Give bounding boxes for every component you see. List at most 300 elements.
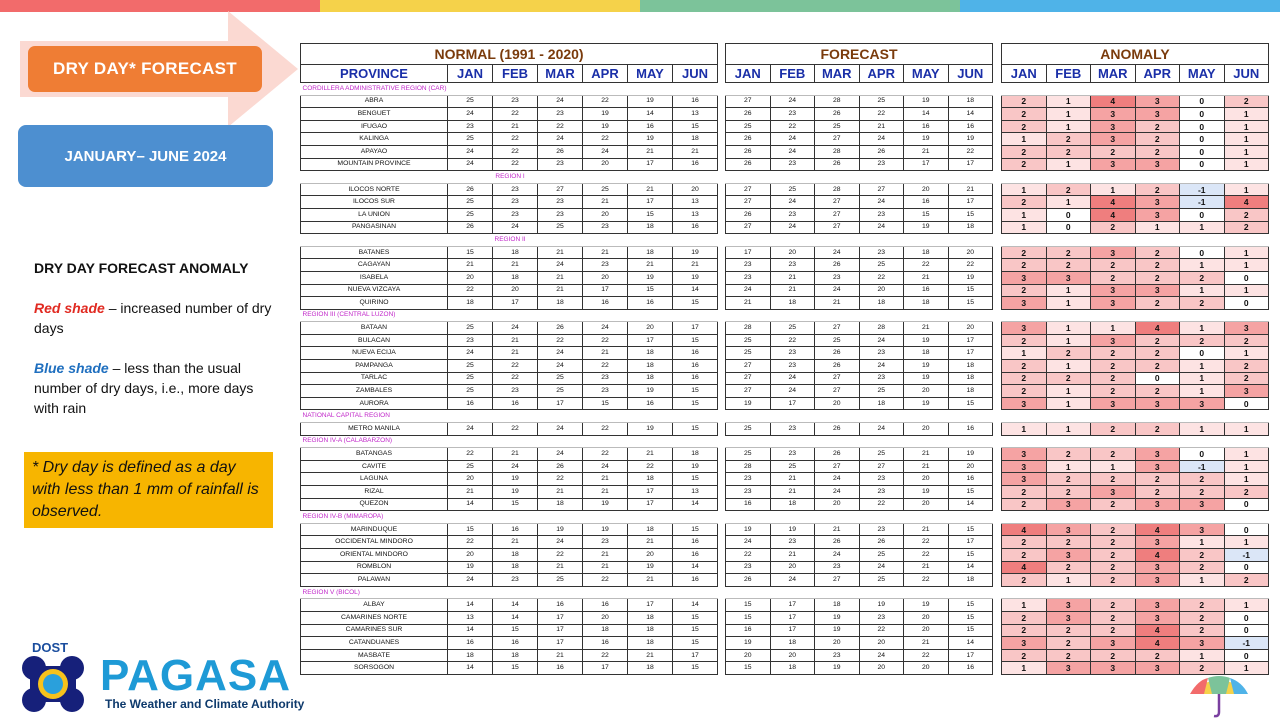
- normal-value: 22: [583, 423, 628, 436]
- month-header: MAR: [815, 65, 860, 83]
- province-row: [301, 183, 718, 196]
- region-row: [301, 435, 718, 448]
- legend-blue: [34, 358, 274, 418]
- forecast-value: 26: [815, 448, 860, 461]
- legend-red-text: – increased number of dry days: [34, 300, 272, 336]
- normal-value: 16: [673, 221, 718, 234]
- province-row: [1002, 108, 1269, 121]
- normal-value: 17: [628, 498, 673, 511]
- anomaly-value: 0: [1224, 271, 1269, 284]
- normal-value: 24: [448, 574, 493, 587]
- anomaly-value: 1: [1046, 574, 1091, 587]
- anomaly-value: 3: [1091, 397, 1136, 410]
- province-row: [301, 649, 718, 662]
- anomaly-value: 4: [1135, 624, 1180, 637]
- month-header-row: [726, 65, 993, 83]
- forecast-title: FORECAST: [726, 44, 993, 65]
- forecast-value: 15: [726, 662, 771, 675]
- anomaly-value: 1: [1224, 423, 1269, 436]
- normal-value: 24: [448, 423, 493, 436]
- normal-value: 14: [448, 624, 493, 637]
- province-row: [301, 322, 718, 335]
- normal-value: 17: [538, 637, 583, 650]
- forecast-value: 18: [770, 637, 815, 650]
- forecast-value: 22: [904, 649, 949, 662]
- anomaly-value: 2: [1135, 259, 1180, 272]
- anomaly-value: 2: [1002, 120, 1047, 133]
- anomaly-value: 4: [1091, 208, 1136, 221]
- region-spacer: [726, 435, 993, 448]
- province-name: LAGUNA: [301, 473, 448, 486]
- forecast-value: 27: [726, 95, 771, 108]
- anomaly-value: 1: [1046, 120, 1091, 133]
- normal-value: 23: [583, 221, 628, 234]
- normal-value: 17: [673, 649, 718, 662]
- anomaly-value: 3: [1046, 548, 1091, 561]
- month-header: MAR: [538, 65, 583, 83]
- anomaly-value: 1: [1224, 158, 1269, 171]
- province-row: [1002, 486, 1269, 499]
- anomaly-value: 1: [1224, 662, 1269, 675]
- normal-value: 20: [673, 183, 718, 196]
- anomaly-value: 2: [1002, 536, 1047, 549]
- province-name: CAMARINES NORTE: [301, 611, 448, 624]
- province-row: [726, 574, 993, 587]
- province-row: [301, 372, 718, 385]
- anomaly-value: 1: [1224, 599, 1269, 612]
- forecast-value: 20: [904, 624, 949, 637]
- month-header: MAR: [1091, 65, 1136, 83]
- forecast-value: 23: [859, 246, 904, 259]
- normal-value: 22: [493, 372, 538, 385]
- province-row: [301, 548, 718, 561]
- forecast-value: 19: [904, 133, 949, 146]
- region-row: [301, 83, 718, 96]
- normal-value: 25: [448, 322, 493, 335]
- province-row: [726, 271, 993, 284]
- anomaly-value: 1: [1224, 347, 1269, 360]
- anomaly-value: 3: [1091, 486, 1136, 499]
- province-row: [726, 284, 993, 297]
- normal-value: 14: [448, 662, 493, 675]
- forecast-value: 23: [859, 372, 904, 385]
- forecast-value: 27: [726, 360, 771, 373]
- normal-value: 24: [538, 536, 583, 549]
- anomaly-value: 2: [1135, 385, 1180, 398]
- normal-value: 23: [583, 372, 628, 385]
- anomaly-value: 3: [1091, 637, 1136, 650]
- anomaly-value: 2: [1180, 624, 1225, 637]
- forecast-value: 15: [948, 397, 993, 410]
- forecast-value: 23: [859, 347, 904, 360]
- forecast-value: 15: [948, 611, 993, 624]
- province-row: [301, 208, 718, 221]
- forecast-value: 25: [726, 334, 771, 347]
- anomaly-value: 1: [1224, 145, 1269, 158]
- anomaly-value: 3: [1002, 297, 1047, 310]
- forecast-value: 22: [904, 574, 949, 587]
- forecast-value: 19: [948, 133, 993, 146]
- normal-value: 24: [493, 221, 538, 234]
- forecast-value: 27: [815, 574, 860, 587]
- province-row: [1002, 423, 1269, 436]
- forecast-value: 21: [770, 271, 815, 284]
- forecast-value: 19: [904, 397, 949, 410]
- anomaly-value: 1: [1046, 158, 1091, 171]
- province-row: [726, 372, 993, 385]
- province-row: [1002, 221, 1269, 234]
- anomaly-value: 1: [1224, 108, 1269, 121]
- month-header-row: [1002, 65, 1269, 83]
- anomaly-value: 1: [1046, 95, 1091, 108]
- normal-value: 14: [628, 108, 673, 121]
- forecast-value: 24: [859, 423, 904, 436]
- normal-value: 21: [583, 246, 628, 259]
- province-row: [301, 662, 718, 675]
- anomaly-value: 1: [1135, 221, 1180, 234]
- province-row: [301, 611, 718, 624]
- anomaly-value: 0: [1180, 133, 1225, 146]
- normal-value: 15: [673, 662, 718, 675]
- province-row: [301, 158, 718, 171]
- province-row: [1002, 574, 1269, 587]
- normal-value: 16: [673, 158, 718, 171]
- province-row: [1002, 133, 1269, 146]
- normal-value: 25: [448, 372, 493, 385]
- province-row: [301, 95, 718, 108]
- province-row: [301, 561, 718, 574]
- forecast-value: 20: [904, 183, 949, 196]
- region-name: REGION V (BICOL): [301, 586, 718, 599]
- month-header: FEB: [770, 65, 815, 83]
- forecast-value: 24: [726, 284, 771, 297]
- anomaly-value: 3: [1135, 561, 1180, 574]
- province-row: [301, 120, 718, 133]
- anomaly-value: 1: [1046, 423, 1091, 436]
- legend-blue-text: – less than the usual number of dry days, i.e., more days with rain: [34, 360, 254, 416]
- forecast-value: 24: [815, 548, 860, 561]
- province-row: [1002, 284, 1269, 297]
- normal-value: 22: [583, 360, 628, 373]
- normal-value: 26: [448, 221, 493, 234]
- normal-value: 15: [673, 423, 718, 436]
- anomaly-value: 3: [1135, 662, 1180, 675]
- anomaly-value: 2: [1224, 372, 1269, 385]
- province-name: PANGASINAN: [301, 221, 448, 234]
- normal-value: 19: [673, 460, 718, 473]
- forecast-value: 19: [904, 372, 949, 385]
- anomaly-value: 2: [1046, 145, 1091, 158]
- forecast-value: 21: [948, 183, 993, 196]
- normal-value: 15: [673, 397, 718, 410]
- normal-value: 19: [493, 486, 538, 499]
- forecast-value: 24: [770, 145, 815, 158]
- province-row: [301, 271, 718, 284]
- normal-value: 18: [628, 637, 673, 650]
- anomaly-value: 2: [1002, 196, 1047, 209]
- province-name: ROMBLON: [301, 561, 448, 574]
- province-row: [726, 460, 993, 473]
- normal-value: 17: [538, 624, 583, 637]
- forecast-value: 26: [726, 145, 771, 158]
- forecast-value: 18: [948, 95, 993, 108]
- forecast-value: 15: [948, 624, 993, 637]
- region-row: [301, 171, 718, 184]
- province-row: [1002, 158, 1269, 171]
- normal-value: 14: [673, 599, 718, 612]
- province-row: [301, 624, 718, 637]
- normal-value: 16: [448, 397, 493, 410]
- province-name: PAMPANGA: [301, 360, 448, 373]
- forecast-value: 14: [904, 108, 949, 121]
- forecast-value: 25: [859, 95, 904, 108]
- forecast-value: 28: [726, 322, 771, 335]
- region-row: [1002, 309, 1269, 322]
- anomaly-value: 4: [1135, 637, 1180, 650]
- anomaly-value: 2: [1002, 360, 1047, 373]
- province-name: ZAMBALES: [301, 385, 448, 398]
- province-row: [1002, 536, 1269, 549]
- normal-value: 13: [673, 208, 718, 221]
- anomaly-value: 3: [1135, 536, 1180, 549]
- normal-value: 16: [583, 637, 628, 650]
- normal-value: 18: [448, 297, 493, 310]
- region-spacer: [1002, 234, 1269, 247]
- forecast-value: 21: [815, 523, 860, 536]
- forecast-value: 23: [815, 561, 860, 574]
- anomaly-value: 3: [1046, 498, 1091, 511]
- anomaly-title: ANOMALY: [1002, 44, 1269, 65]
- province-name: BULACAN: [301, 334, 448, 347]
- anomaly-value: 2: [1135, 246, 1180, 259]
- forecast-value: 14: [948, 108, 993, 121]
- forecast-value: 24: [859, 221, 904, 234]
- province-row: [301, 347, 718, 360]
- province-row: [726, 548, 993, 561]
- normal-value: 20: [448, 271, 493, 284]
- normal-value: 22: [583, 649, 628, 662]
- province-name: CAMARINES SUR: [301, 624, 448, 637]
- forecast-value: 17: [948, 158, 993, 171]
- month-header: JUN: [673, 65, 718, 83]
- anomaly-value: 2: [1091, 259, 1136, 272]
- month-header: JAN: [448, 65, 493, 83]
- anomaly-value: 2: [1002, 145, 1047, 158]
- anomaly-value: 1: [1091, 322, 1136, 335]
- province-row: [726, 423, 993, 436]
- forecast-value: 18: [770, 498, 815, 511]
- normal-value: 22: [583, 334, 628, 347]
- normal-value: 22: [448, 536, 493, 549]
- province-row: [1002, 624, 1269, 637]
- anomaly-value: 3: [1091, 108, 1136, 121]
- normal-value: 18: [673, 133, 718, 146]
- anomaly-value: 2: [1091, 624, 1136, 637]
- forecast-value: 26: [859, 145, 904, 158]
- anomaly-value: 2: [1091, 574, 1136, 587]
- anomaly-value: 1: [1224, 284, 1269, 297]
- anomaly-value: 1: [1046, 460, 1091, 473]
- province-header: PROVINCE: [301, 65, 448, 83]
- anomaly-value: 0: [1046, 208, 1091, 221]
- anomaly-value: 3: [1180, 523, 1225, 536]
- anomaly-value: 0: [1224, 611, 1269, 624]
- anomaly-value: 3: [1180, 637, 1225, 650]
- anomaly-value: 2: [1046, 561, 1091, 574]
- normal-value: 18: [628, 246, 673, 259]
- province-row: [726, 347, 993, 360]
- forecast-value: 24: [859, 360, 904, 373]
- normal-value: 16: [628, 397, 673, 410]
- anomaly-value: 2: [1002, 574, 1047, 587]
- anomaly-value: 1: [1046, 397, 1091, 410]
- forecast-value: 17: [770, 611, 815, 624]
- anomaly-value: 0: [1180, 158, 1225, 171]
- region-name: REGION IV-B (MIMAROPA): [301, 511, 718, 524]
- forecast-value: 19: [859, 599, 904, 612]
- forecast-value: 25: [726, 448, 771, 461]
- anomaly-value: 0: [1180, 246, 1225, 259]
- anomaly-value: 2: [1091, 372, 1136, 385]
- normal-value: 20: [448, 473, 493, 486]
- forecast-value: 22: [859, 271, 904, 284]
- anomaly-value: 2: [1091, 271, 1136, 284]
- region-spacer: [1002, 309, 1269, 322]
- forecast-value: 22: [859, 624, 904, 637]
- forecast-value: 19: [948, 271, 993, 284]
- forecast-value: 25: [815, 334, 860, 347]
- forecast-value: 26: [726, 574, 771, 587]
- forecast-value: 25: [726, 120, 771, 133]
- normal-value: 18: [628, 473, 673, 486]
- anomaly-value: 1: [1091, 460, 1136, 473]
- region-name: REGION III (CENTRAL LUZON): [301, 309, 718, 322]
- anomaly-value: 1: [1224, 259, 1269, 272]
- region-row: [1002, 435, 1269, 448]
- forecast-value: 14: [948, 498, 993, 511]
- province-name: RIZAL: [301, 486, 448, 499]
- normal-value: 16: [673, 347, 718, 360]
- forecast-value: 22: [948, 145, 993, 158]
- region-row: [301, 586, 718, 599]
- forecast-value: 27: [859, 183, 904, 196]
- anomaly-value: 0: [1180, 347, 1225, 360]
- anomaly-value: 2: [1135, 473, 1180, 486]
- normal-value: 19: [628, 385, 673, 398]
- normal-value: 23: [448, 120, 493, 133]
- province-row: [726, 611, 993, 624]
- forecast-value: 20: [904, 498, 949, 511]
- anomaly-value: 1: [1046, 297, 1091, 310]
- region-name: REGION IV-A (CALABARZON): [301, 435, 718, 448]
- normal-value: 15: [673, 385, 718, 398]
- province-name: PALAWAN: [301, 574, 448, 587]
- anomaly-value: 2: [1002, 385, 1047, 398]
- province-name: BATANES: [301, 246, 448, 259]
- normal-value: 21: [583, 561, 628, 574]
- forecast-value: 18: [948, 574, 993, 587]
- province-row: [1002, 196, 1269, 209]
- region-row: [1002, 171, 1269, 184]
- normal-value: 20: [583, 271, 628, 284]
- normal-value: 19: [628, 423, 673, 436]
- normal-value: 18: [628, 360, 673, 373]
- forecast-table: [725, 43, 993, 675]
- anomaly-value: 2: [1002, 334, 1047, 347]
- province-row: [726, 397, 993, 410]
- forecast-value: 16: [904, 284, 949, 297]
- region-spacer: [726, 234, 993, 247]
- normal-value: 24: [448, 145, 493, 158]
- anomaly-value: 0: [1224, 297, 1269, 310]
- normal-value: 21: [493, 120, 538, 133]
- forecast-value: 25: [770, 183, 815, 196]
- province-row: [1002, 523, 1269, 536]
- normal-value: 21: [628, 259, 673, 272]
- forecast-value: 20: [904, 473, 949, 486]
- anomaly-value: 2: [1002, 284, 1047, 297]
- province-row: [1002, 145, 1269, 158]
- anomaly-value: 2: [1046, 624, 1091, 637]
- forecast-value: 18: [904, 297, 949, 310]
- province-row: [301, 108, 718, 121]
- normal-value: 21: [583, 486, 628, 499]
- forecast-value: 20: [859, 284, 904, 297]
- forecast-value: 27: [859, 460, 904, 473]
- province-row: [726, 322, 993, 335]
- region-spacer: [1002, 171, 1269, 184]
- forecast-value: 24: [859, 561, 904, 574]
- province-name: METRO MANILA: [301, 423, 448, 436]
- normal-value: 17: [538, 397, 583, 410]
- province-row: [726, 536, 993, 549]
- anomaly-value: 1: [1180, 372, 1225, 385]
- normal-value: 18: [493, 649, 538, 662]
- anomaly-value: 2: [1091, 423, 1136, 436]
- forecast-value: 19: [726, 523, 771, 536]
- anomaly-value: 1: [1002, 221, 1047, 234]
- anomaly-value: 3: [1046, 523, 1091, 536]
- month-header: JAN: [1002, 65, 1047, 83]
- normal-value: 18: [628, 372, 673, 385]
- forecast-value: 19: [904, 486, 949, 499]
- region-name: REGION II: [301, 234, 718, 247]
- forecast-value: 25: [859, 548, 904, 561]
- legend-blue-label: Blue shade: [34, 360, 109, 376]
- normal-value: 23: [493, 208, 538, 221]
- province-name: SORSOGON: [301, 662, 448, 675]
- normal-value: 21: [673, 145, 718, 158]
- forecast-value: 28: [815, 145, 860, 158]
- normal-value: 19: [448, 561, 493, 574]
- normal-value: 15: [673, 637, 718, 650]
- province-row: [1002, 448, 1269, 461]
- forecast-value: 24: [770, 372, 815, 385]
- region-spacer: [726, 586, 993, 599]
- normal-value: 22: [538, 548, 583, 561]
- normal-value: 16: [673, 548, 718, 561]
- forecast-value: 16: [948, 662, 993, 675]
- anomaly-value: 0: [1224, 561, 1269, 574]
- forecast-value: 15: [726, 599, 771, 612]
- normal-value: 23: [538, 158, 583, 171]
- normal-value: 15: [673, 523, 718, 536]
- region-row: [726, 586, 993, 599]
- anomaly-value: 4: [1224, 196, 1269, 209]
- province-row: [726, 145, 993, 158]
- province-name: CAVITE: [301, 460, 448, 473]
- anomaly-value: 3: [1091, 133, 1136, 146]
